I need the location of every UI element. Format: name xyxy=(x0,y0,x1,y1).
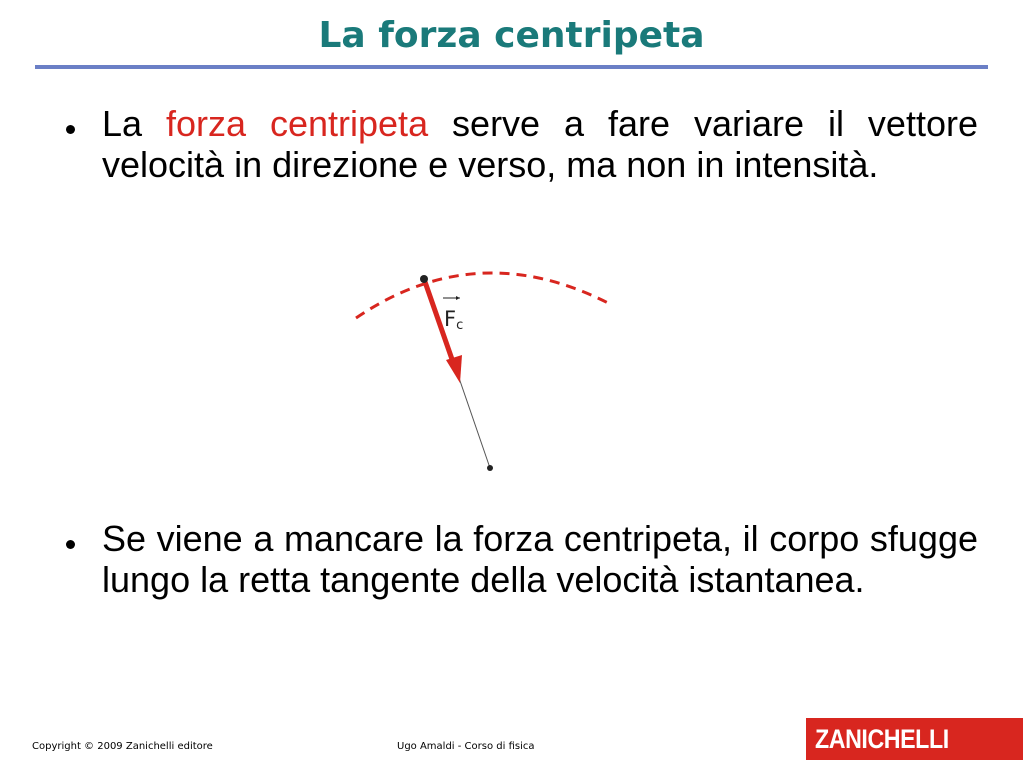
footer-course: Ugo Amaldi - Corso di fisica xyxy=(397,741,535,752)
zanichelli-logo xyxy=(806,718,1023,760)
bullet-dot-icon xyxy=(66,125,75,134)
bullet-1-suffix: serve a fare variare il vettore velocità in direzione e verso, ma non in intensità. xyxy=(102,103,978,185)
circular-path-arc xyxy=(356,273,612,318)
circle-center-point xyxy=(487,465,493,471)
bullet-text-1 xyxy=(102,103,978,185)
slide-title: La forza centripeta xyxy=(318,15,705,56)
vector-overline-arrowhead xyxy=(456,296,460,300)
moving-body-point xyxy=(420,275,428,283)
bullet-item-1 xyxy=(66,103,978,185)
bullet-text-2: Se viene a mancare la forza centripeta, il corpo sfugge lungo la retta tangente della velocità istantanea. xyxy=(102,518,978,600)
bullet-1-prefix: La xyxy=(102,103,166,144)
logo-text: ZANICHELLI xyxy=(815,723,949,754)
force-symbol: F xyxy=(444,307,457,331)
radius-line xyxy=(458,375,490,468)
force-subscript: c xyxy=(456,318,464,333)
bullet-item-2 xyxy=(66,518,978,600)
centripetal-force-diagram xyxy=(340,255,630,485)
force-vector-arrowhead xyxy=(446,355,462,383)
footer-copyright: Copyright © 2009 Zanichelli editore xyxy=(32,741,213,752)
title-divider xyxy=(35,65,988,69)
bullet-1-highlight: forza centripeta xyxy=(166,103,429,144)
bullet-dot-icon xyxy=(66,540,75,549)
force-label xyxy=(444,307,463,333)
